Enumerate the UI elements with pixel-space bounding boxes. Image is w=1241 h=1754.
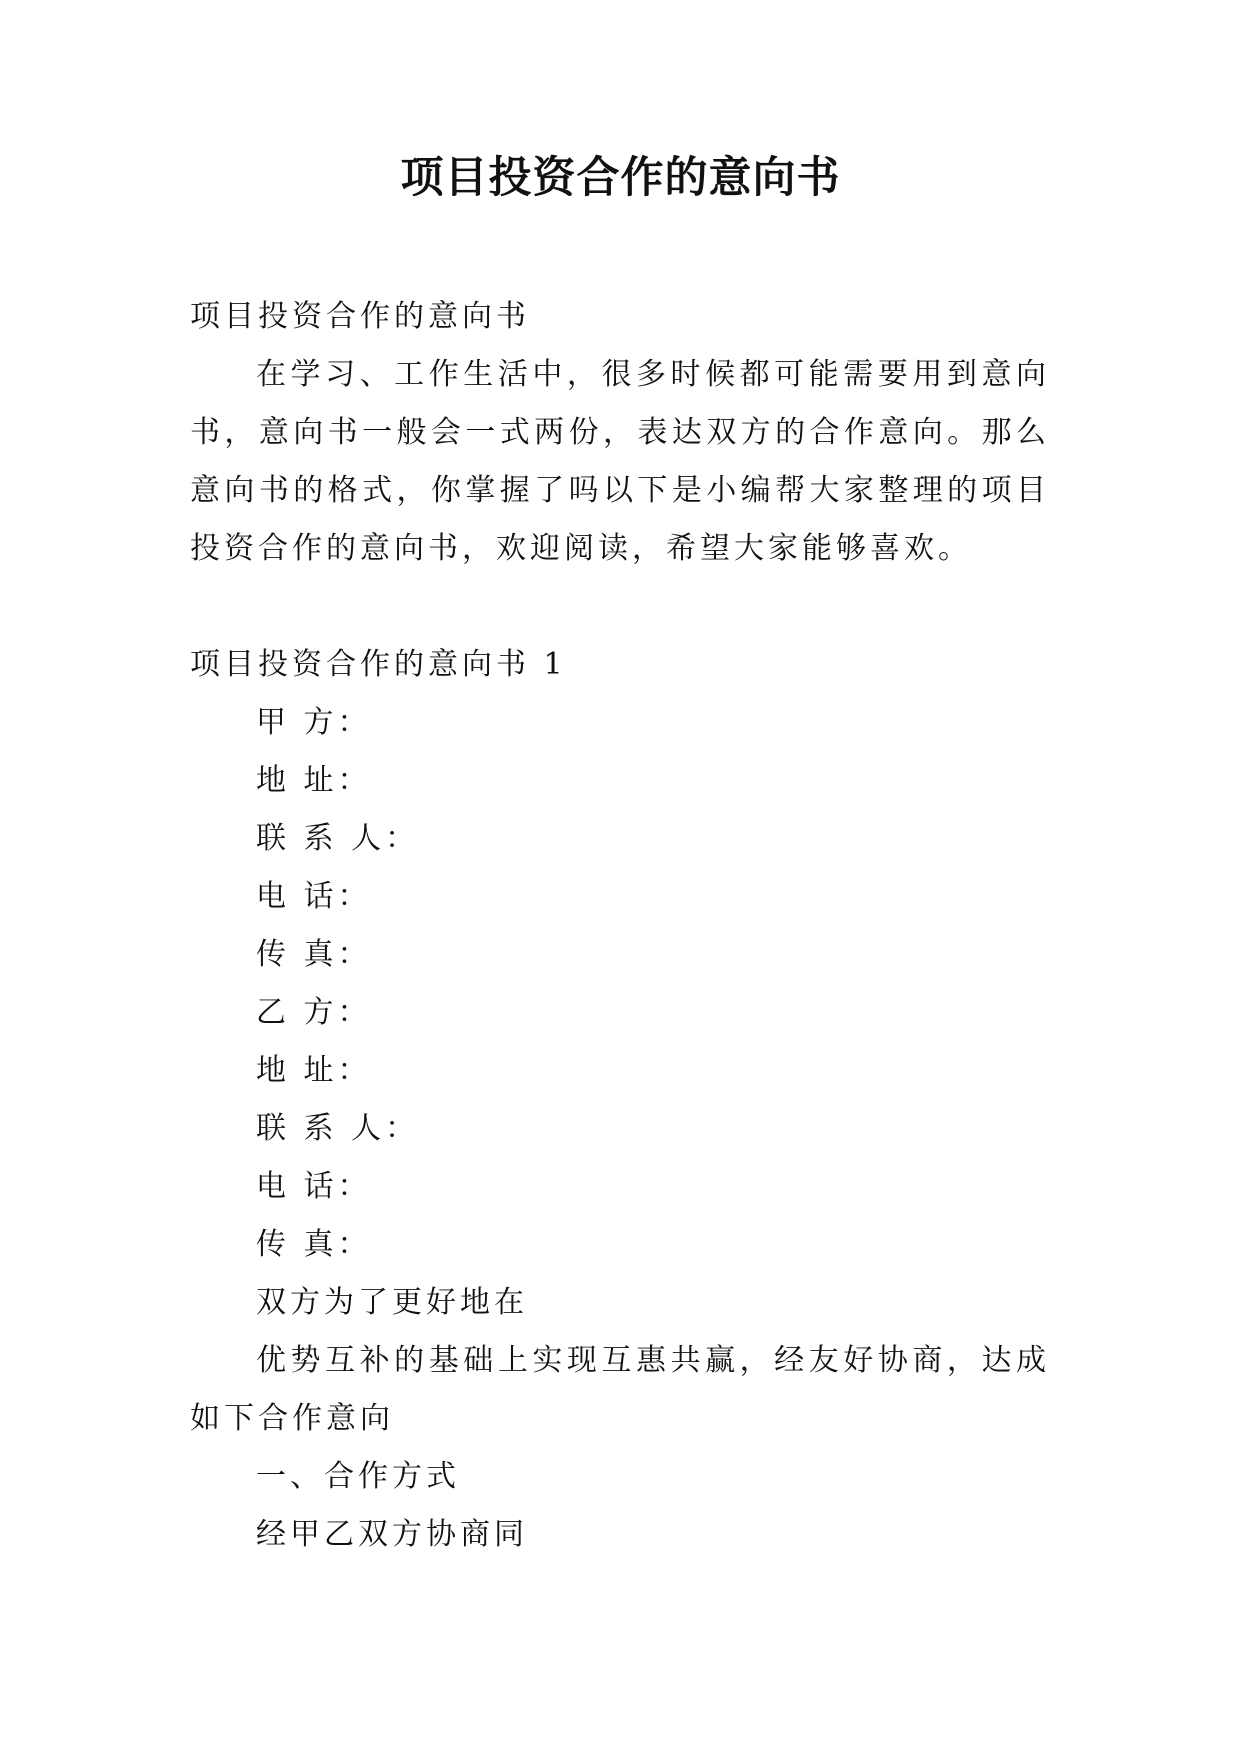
document-title: 项目投资合作的意向书 <box>400 153 841 203</box>
document-subtitle: 项目投资合作的意向书 <box>190 299 530 334</box>
party-b-contact-field: 联 系 人： <box>256 1111 420 1146</box>
party-a-phone-field: 电 话： <box>256 879 372 914</box>
section-title: 项目投资合作的意向书 1 <box>190 647 567 682</box>
spacer <box>190 578 1050 636</box>
section-1-text: 经甲乙双方协商同 <box>256 1517 528 1552</box>
body-line-1: 双方为了更好地在 <box>256 1285 528 1320</box>
intro-paragraph: 在学习、工作生活中，很多时候都可能需要用到意向书，意向书一般会一式两份，表达双方的合作意向。那么意向书的格式，你掌握了吗以下是小编帮大家整理的项目投资合作的意向书，欢迎阅读，希望大家能够喜欢。 <box>190 357 1050 566</box>
party-a-contact-field: 联 系 人： <box>256 821 420 856</box>
party-b-phone-field: 电 话： <box>256 1169 372 1204</box>
party-a-fax-field: 传 真： <box>256 937 372 972</box>
section-1-heading: 一、合作方式 <box>256 1459 460 1494</box>
party-b-address-field: 地 址： <box>256 1053 372 1088</box>
party-a-address-field: 地 址： <box>256 763 372 798</box>
party-a-name-field: 甲 方： <box>256 705 372 740</box>
body-paragraph-2: 优势互补的基础上实现互惠共赢，经友好协商，达成如下合作意向 <box>190 1343 1050 1436</box>
party-b-name-field: 乙 方： <box>256 995 372 1030</box>
document-body <box>190 288 1050 1564</box>
party-b-fax-field: 传 真： <box>256 1227 372 1262</box>
